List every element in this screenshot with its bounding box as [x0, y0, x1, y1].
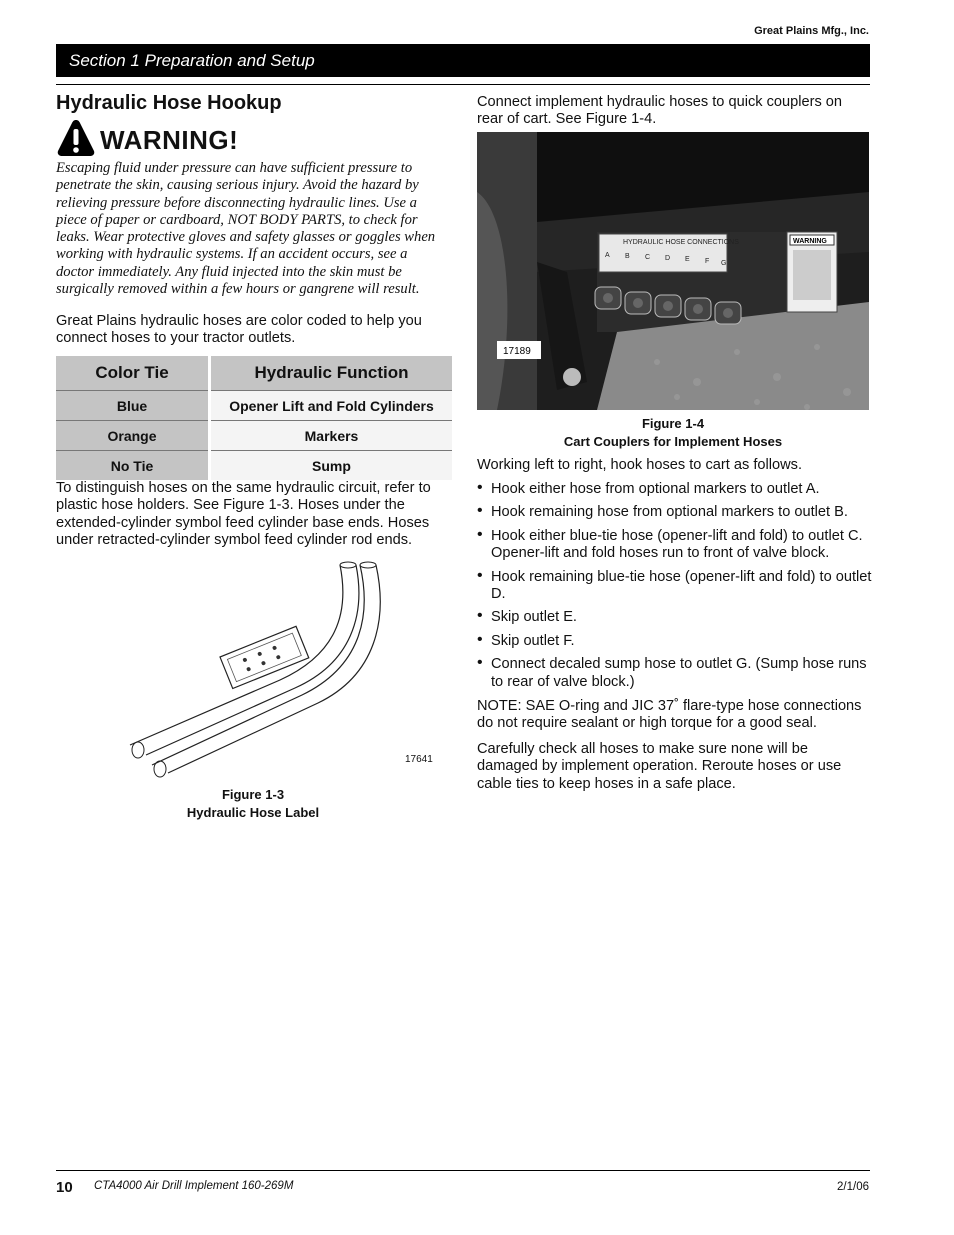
bottom-divider [56, 1170, 870, 1171]
sealant-note: NOTE: SAE O-ring and JIC 37˚ flare-type hose connections do not require sealant or high torque for a good seal. [477, 698, 862, 732]
table-cell: Orange [56, 421, 210, 451]
table-cell: Sump [210, 451, 453, 481]
color-tie-table [56, 356, 452, 480]
table-row [56, 391, 452, 421]
figure3-id: 17641 [405, 754, 433, 765]
list-item: • Hook either hose from optional markers to outlet A. [477, 481, 877, 498]
section-header: Section 1 Preparation and Setup [56, 44, 870, 77]
list-item: • Hook remaining hose from optional markers to outlet B. [477, 504, 877, 521]
decal-letter-e: E [685, 256, 690, 263]
figure3-caption [56, 786, 450, 822]
decal-letter-g: G [721, 260, 727, 267]
table-cell: Blue [56, 391, 210, 421]
warning-heading [56, 120, 238, 160]
list-item: • Connect decaled sump hose to outlet G. (Sump hose runs to rear of valve block.) [477, 656, 877, 691]
table-row [56, 421, 452, 451]
table-cell: No Tie [56, 451, 210, 481]
decal-warning: WARNING [793, 238, 827, 245]
figure4-caption-title: Cart Couplers for Implement Hoses [563, 434, 783, 449]
hookup-steps-list [477, 481, 877, 697]
figure3-caption-title: Hydraulic Hose Label [186, 805, 320, 820]
figure4-caption-number: Figure 1-4 [641, 416, 705, 431]
list-item: • Skip outlet E. [477, 609, 877, 626]
table-row [56, 451, 452, 481]
warning-text: Escaping fluid under pressure can have sufficient pressure to penetrate the skin, causing serious injury. Avoid the hazard by relieving pressure before disconnecting hydraulic lines. Use a piece of paper or cardboard, NOT BODY PARTS, to check for leaks. Wear protective gloves and safety glasses or goggles when working with hydraulic systems. If an accident occurs, see a doctor immediately. Any fluid injected into the skin must be surgically removed within a few hours or gangrene will result. [56, 160, 436, 298]
table-cell: Opener Lift and Fold Cylinders [210, 391, 453, 421]
figure3-caption-number: Figure 1-3 [221, 787, 285, 802]
figure4-caption [477, 415, 869, 451]
hose-label-illustration [110, 555, 440, 785]
connect-intro: Connect implement hydraulic hoses to quick couplers on rear of cart. See Figure 1-4. [477, 94, 843, 128]
color-code-intro: Great Plains hydraulic hoses are color coded to help you connect hoses to your tractor outlets. [56, 313, 422, 347]
check-hoses-paragraph: Carefully check all hoses to make sure none will be damaged by implement operation. Reroute hoses or use cable ties to keep hoses in a safe place. [477, 741, 842, 792]
document-id: CTA4000 Air Drill Implement 160-269M [94, 1180, 294, 1192]
decal-letter-b: B [625, 253, 630, 260]
list-item: • Hook either blue-tie hose (opener-lift and fold) to outlet C. Opener-lift and fold hoses run to front of valve block. [477, 528, 877, 563]
page-number: 10 [56, 1179, 73, 1196]
table-header-color-tie: Color Tie [56, 356, 210, 391]
decal-letter-a: A [605, 252, 610, 259]
hookup-order-intro: Working left to right, hook hoses to cart as follows. [477, 457, 802, 473]
list-item: • Hook remaining blue-tie hose (opener-lift and fold) to outlet D. [477, 569, 877, 604]
cart-couplers-photo [477, 132, 869, 410]
revision-date: 2/1/06 [837, 1181, 869, 1193]
table-header-function: Hydraulic Function [210, 356, 453, 391]
warning-label: WARNING! [100, 124, 239, 155]
warning-icon [56, 118, 96, 163]
decal-letter-d: D [665, 255, 671, 262]
company-name: Great Plains Mfg., Inc. [754, 25, 869, 37]
decal-letter-f: F [705, 258, 710, 265]
decal-title: HYDRAULIC HOSE CONNECTIONS [623, 239, 739, 246]
page-title: Hydraulic Hose Hookup [56, 92, 282, 114]
figure4-id: 17189 [503, 346, 531, 357]
list-item: • Skip outlet F. [477, 633, 877, 650]
table-cell: Markers [210, 421, 453, 451]
decal-letter-c: C [645, 254, 651, 261]
distinguish-paragraph: To distinguish hoses on the same hydraulic circuit, refer to plastic hose holders. See Figure 1-3. Hoses under the extended-cylinder symbol feed cylinder base ends. Hoses under retracted-cylinder symbol feed cylinder rod ends. [56, 480, 431, 549]
top-divider [56, 84, 870, 85]
